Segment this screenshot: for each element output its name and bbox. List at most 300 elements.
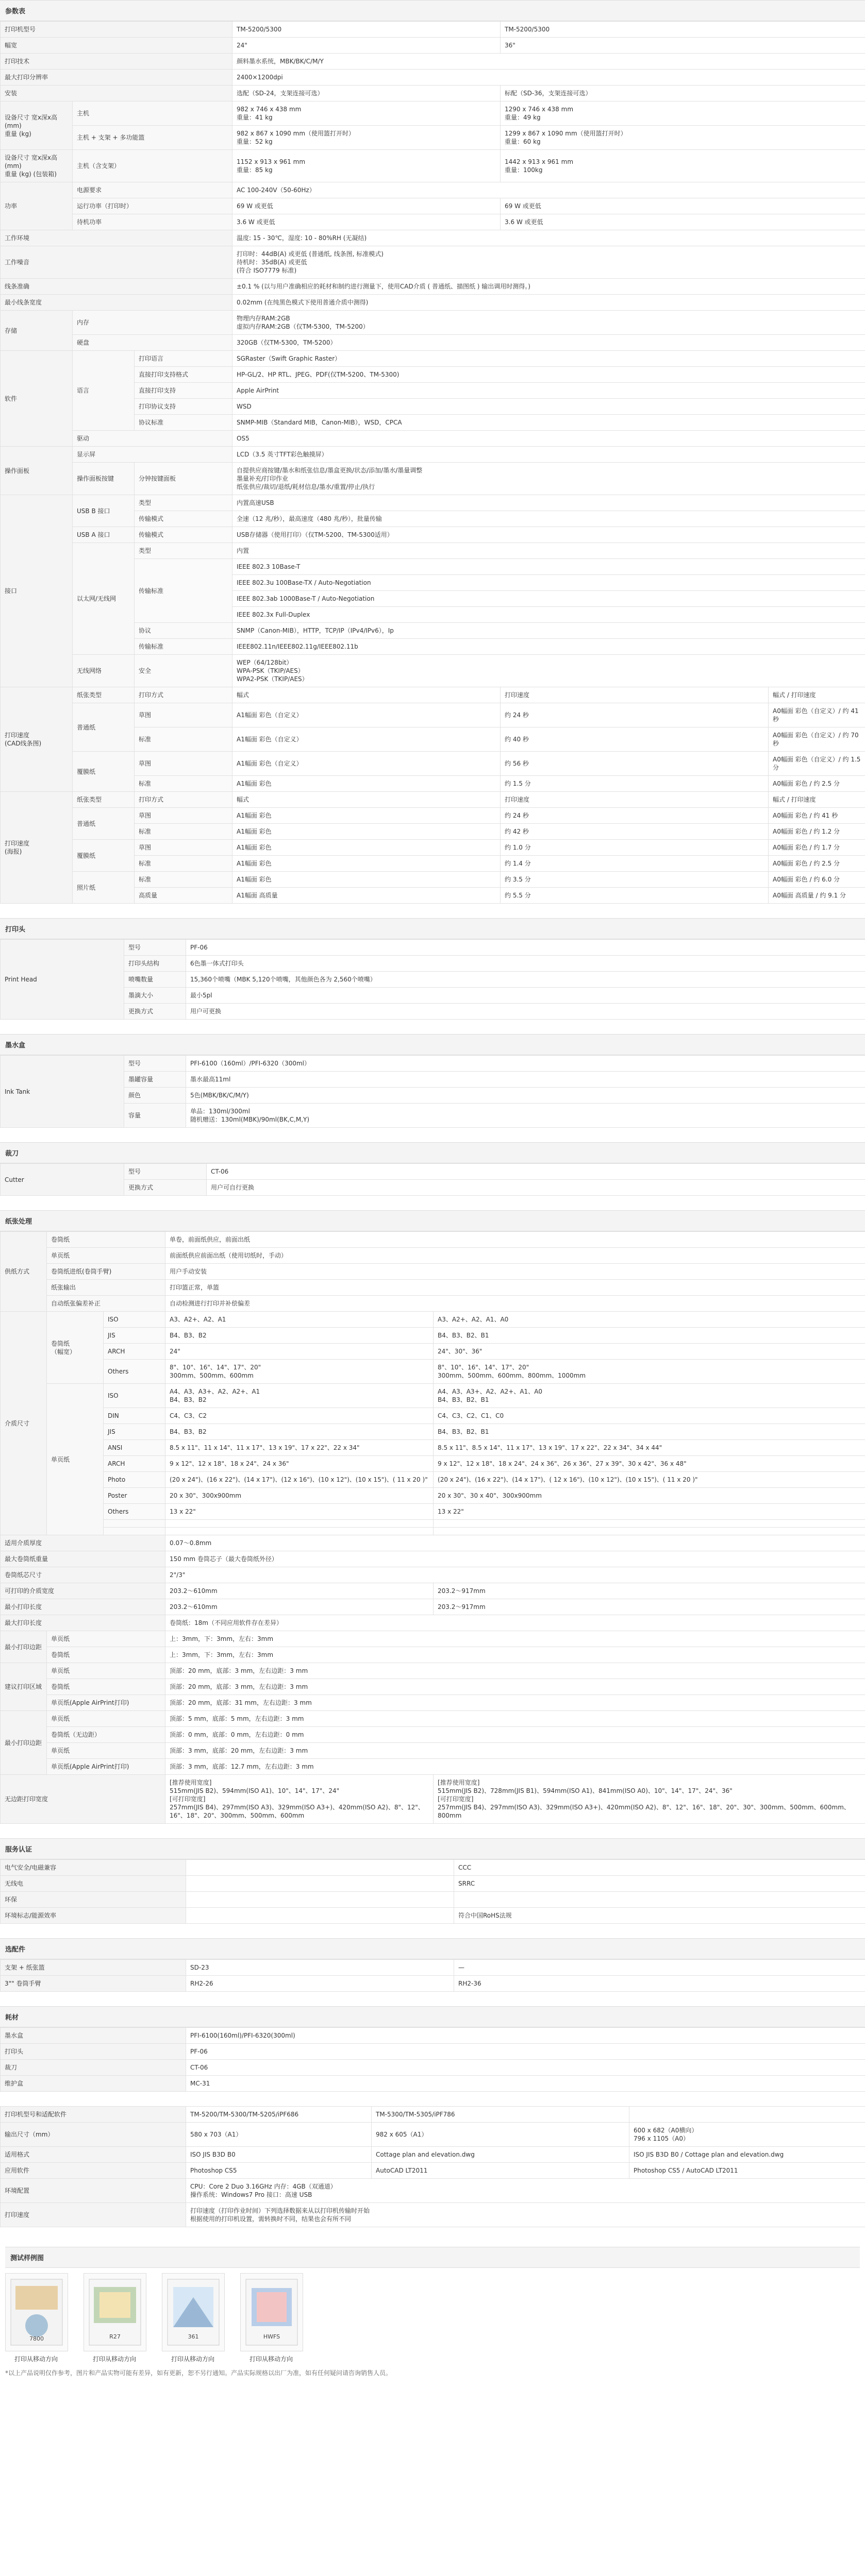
table-cell: 20 x 30"、30 x 40"、300x900mm	[434, 1488, 865, 1504]
table-cell: PFI-6100(160ml)/PFI-6320(300ml)	[186, 2028, 865, 2044]
table-header-cell: 卷筒纸	[47, 1647, 165, 1663]
table-cell: 约 24 秒	[501, 808, 769, 824]
table-header-cell: 卷筒纸（无边距）	[47, 1727, 165, 1743]
table-header-cell: 直接打印支持	[135, 383, 232, 399]
table-cell: Photoshop CS5	[186, 2163, 372, 2179]
table-header-cell: Others	[104, 1504, 165, 1520]
table-cell: [推荐使用宽度] 515mm(JIS B2)、594mm(ISO A1)、10"、14"、17"、24" [可打印宽度] 257mm(JIS B4)、297mm(ISO A3)、329mm(ISO A3+)、420mm(ISO A2)、8"、12"、16"、18"、20"、300mm、500mm、600mm	[165, 1775, 434, 1824]
table-header-cell: 普通纸	[73, 808, 135, 840]
table-row	[1, 1892, 865, 1908]
table-cell: 用户手动安装	[165, 1264, 865, 1280]
table-header-cell: 3"" 卷筒手臂	[1, 1976, 186, 1992]
table-header-cell: 输出尺寸（mm）	[1, 2123, 186, 2147]
table-header-cell: 打印速度	[1, 2203, 186, 2227]
table-header-cell: 纸张类型	[73, 687, 135, 703]
table-row	[1, 1551, 865, 1567]
table-cell: 9 x 12"、12 x 18"、18 x 24"、24 x 36"、26 x 36"、27 x 39"、30 x 42"、36 x 48"	[434, 1456, 865, 1472]
table-cell: 墨水最高11ml	[186, 1072, 865, 1088]
table-row	[1, 214, 865, 230]
table-cell: 1299 x 867 x 1090 mm（使用篮打开时） 重量：60 kg	[501, 126, 865, 150]
table-cell: 13 x 22"	[434, 1504, 865, 1520]
table-cell: 用户可自行更换	[207, 1180, 865, 1196]
table-cell: 580 x 703（A1）	[186, 2123, 372, 2147]
table-cell: B4、B3、B2	[165, 1424, 434, 1440]
table-cell: A4、A3、A3+、A2、A2+、A1、A0 B4、B3、B2、B1	[434, 1384, 865, 1408]
table-cell: 203.2～610mm	[165, 1599, 434, 1615]
table-header-cell: 传输模式	[135, 527, 232, 543]
table-header-cell: 工作环境	[1, 230, 232, 246]
table-cell: 20 x 30"、300x900mm	[165, 1488, 434, 1504]
table-cell: IEEE 802.3ab 1000Base-T / Auto-Negotiation	[232, 591, 865, 607]
table-row	[1, 1743, 865, 1759]
table-cell: 8.5 x 11"、11 x 14"、11 x 17"、13 x 19"、17 x 22"、22 x 34"	[165, 1440, 434, 1456]
table-header-cell: 打印协议支持	[135, 399, 232, 415]
table-cell: TM-5200/5300	[232, 22, 501, 38]
table-row	[1, 792, 865, 808]
table-header-cell: 单页纸	[47, 1663, 165, 1679]
table-header-cell: 最大打印分辨率	[1, 70, 232, 86]
table-header-cell: 单页纸	[47, 1631, 165, 1647]
table-cell: WEP（64/128bit） WPA-PSK（TKIP/AES） WPA2-PSK（TKIP/AES）	[232, 655, 865, 687]
table-header-cell: 打印头	[1, 2044, 186, 2060]
table-cell: OS5	[232, 431, 865, 447]
table-header-cell: 支架 + 纸张篮	[1, 1960, 186, 1976]
section-spacer	[0, 2227, 865, 2242]
table-row	[1, 1312, 865, 1328]
table-cell: IEEE802.11n/IEEE802.11g/IEEE802.11b	[232, 639, 865, 655]
sample-figure-4	[240, 2273, 302, 2363]
table-cell: MC-31	[186, 2076, 865, 2092]
table-cell: AC 100-240V（50-60Hz）	[232, 182, 865, 198]
table-cell: 203.2～917mm	[434, 1583, 865, 1599]
table-cell: B4、B3、B2	[165, 1328, 434, 1344]
table-row	[1, 655, 865, 687]
table-cell	[186, 1876, 454, 1892]
table-row	[1, 752, 865, 776]
table-header-cell: 普通纸	[73, 703, 135, 752]
table-cell: PF-06	[186, 940, 865, 956]
spec-table	[0, 2106, 865, 2227]
table-row	[1, 1004, 865, 1020]
table-header-cell: 显示屏	[73, 447, 232, 463]
table-row	[1, 1860, 865, 1876]
table-cell: A0幅面 彩色 / 约 2.5 分	[769, 856, 865, 872]
table-header-cell: 适用格式	[1, 2147, 186, 2163]
sample-figure-2	[84, 2273, 145, 2363]
table-cell: 2400×1200dpi	[232, 70, 865, 86]
table-cell	[434, 1520, 865, 1528]
table-header-cell: 颜色	[124, 1088, 186, 1104]
table-cell: 顶部：5 mm，底部：5 mm，左右边距：3 mm	[165, 1711, 865, 1727]
table-cell: LCD（3.5 英寸TFT彩色触摸屏）	[232, 447, 865, 463]
table-header-cell: 类型	[135, 543, 232, 559]
table-cell: A0幅面 彩色（自定义）/ 约 41 秒	[769, 703, 865, 727]
table-row	[1, 872, 865, 888]
table-header-cell: 打印速度 (CAD线条图)	[1, 687, 73, 792]
table-row	[1, 311, 865, 335]
table-header-cell: 安装	[1, 86, 232, 101]
table-cell: CT-06	[207, 1164, 865, 1180]
table-cell: 顶部：20 mm，底部：3 mm，左右边距：3 mm	[165, 1679, 865, 1695]
table-header-cell: 主机	[73, 101, 232, 126]
table-cell: A0幅面 彩色 / 约 1.2 分	[769, 824, 865, 840]
table-header-cell: Poster	[104, 1488, 165, 1504]
table-row	[1, 351, 865, 367]
table-cell: USB存储器（使用打印）（仅TM-5200、TM-5300适用）	[232, 527, 865, 543]
table-row	[1, 38, 865, 54]
table-header-cell: JIS	[104, 1424, 165, 1440]
table-header-cell: 打印方式	[135, 792, 232, 808]
table-cell: 24"、30"、36"	[434, 1344, 865, 1360]
table-header-cell: 单页纸	[47, 1248, 165, 1264]
table-header-cell: 幅宽	[1, 38, 232, 54]
spec-section	[0, 1034, 865, 1142]
table-cell: HP-GL/2、HP RTL、JPEG、PDF(仅TM-5200、TM-5300)	[232, 367, 865, 383]
table-row	[1, 988, 865, 1004]
table-cell: 标配（SD-36，支架连接可选）	[501, 86, 865, 101]
table-row	[1, 495, 865, 511]
table-header-cell: ARCH	[104, 1344, 165, 1360]
table-header-cell: 卷筒纸	[47, 1679, 165, 1695]
table-header-cell: 覆膜纸	[73, 752, 135, 792]
table-cell: CT-06	[186, 2060, 865, 2076]
table-header-cell: 安全	[135, 655, 232, 687]
table-cell: TM-5300/TM-5305/iPF786	[372, 2107, 629, 2123]
table-row	[1, 956, 865, 972]
table-cell: 6色墨一体式打印头	[186, 956, 865, 972]
table-cell: 1152 x 913 x 961 mm 重量：85 kg	[232, 150, 501, 182]
table-cell: A1幅面 彩色（自定义）	[232, 703, 501, 727]
table-cell: SRRC	[454, 1876, 865, 1892]
table-header-cell: 卷筒纸 （幅宽）	[47, 1312, 104, 1384]
table-header-cell: 卷筒纸进纸(卷筒手臂)	[47, 1264, 165, 1280]
table-row	[1, 182, 865, 198]
table-header-cell: 协议	[135, 623, 232, 639]
table-row	[1, 1711, 865, 1727]
table-cell: 打印速度（打印作业时间）下列选择数据来从以打印机传输时开始 根据使用的打印机设置，需转换时不同，结果也会有所不同	[186, 2203, 865, 2227]
table-row	[1, 1908, 865, 1924]
table-header-cell: 草图	[135, 703, 232, 727]
sample-image	[5, 2273, 68, 2351]
table-header-cell: USB A 接口	[73, 527, 135, 543]
spec-section	[0, 1142, 865, 1210]
table-cell: ISO JIS B3D B0 / Cottage plan and elevation.dwg	[629, 2147, 865, 2163]
table-cell: C4、C3、C2	[165, 1408, 434, 1424]
table-header-cell: 纸张类型	[73, 792, 135, 808]
table-header-cell: 标准	[135, 727, 232, 752]
spec-section	[0, 2006, 865, 2106]
table-cell: B4、B3、B2、B1	[434, 1424, 865, 1440]
table-cell: SNMP（Canon-MIB），HTTP，TCP/IP（IPv4/IPv6），Ip	[232, 623, 865, 639]
table-cell: 69 W 或更低	[232, 198, 501, 214]
table-row	[1, 808, 865, 824]
table-cell: A1幅面 彩色	[232, 856, 501, 872]
table-header-cell: 最小线条宽度	[1, 295, 232, 311]
table-cell: AutoCAD LT2011	[372, 2163, 629, 2179]
section-spacer	[0, 904, 865, 918]
table-cell: SD-23	[186, 1960, 454, 1976]
table-header-cell: 内存	[73, 311, 232, 335]
section-title: 纸张处理	[0, 1210, 865, 1231]
table-cell: 顶部：20 mm，底部：31 mm，左右边距：3 mm	[165, 1695, 865, 1711]
table-row	[1, 447, 865, 463]
table-cell: 温度: 15 - 30℃，湿度: 10 - 80%RH (无凝结)	[232, 230, 865, 246]
table-header-cell: 电气安全/电磁兼容	[1, 1860, 186, 1876]
table-cell: 1442 x 913 x 961 mm 重量：100kg	[501, 150, 865, 182]
table-cell: 上：3mm，下：3mm，左右：3mm	[165, 1631, 865, 1647]
spec-section	[0, 918, 865, 1034]
table-header-cell: 打印机型号	[1, 22, 232, 38]
table-cell: 内置	[232, 543, 865, 559]
table-cell: 9 x 12"、12 x 18"、18 x 24"、24 x 36"	[165, 1456, 434, 1472]
table-row	[1, 1440, 865, 1456]
spec-section	[0, 1210, 865, 1838]
table-cell: IEEE 802.3 10Base-T	[232, 559, 865, 575]
table-header-cell: 喷嘴数量	[124, 972, 186, 988]
table-header-cell: 草图	[135, 808, 232, 824]
table-header-cell: ARCH	[104, 1456, 165, 1472]
table-cell: 约 1.0 分	[501, 840, 769, 856]
table-row	[1, 86, 865, 101]
table-cell: 982 x 867 x 1090 mm（使用篮打开时） 重量：52 kg	[232, 126, 501, 150]
table-row	[1, 1631, 865, 1647]
table-header-cell: 单页纸(Apple AirPrint打印)	[47, 1695, 165, 1711]
spec-table	[0, 1859, 865, 1924]
table-cell: RH2-36	[454, 1976, 865, 1992]
table-row	[1, 230, 865, 246]
table-cell: 打印时：44dB(A) 或更低 (普通纸, 线条图, 标准模式) 待机时：35dB(A) 或更低 (符合 ISO7779 标准)	[232, 246, 865, 279]
table-header-cell: Photo	[104, 1472, 165, 1488]
table-header-cell: 存储	[1, 311, 73, 351]
table-cell: 约 40 秒	[501, 727, 769, 752]
table-header-cell: 标准	[135, 776, 232, 792]
table-header-cell: 纸张输出	[47, 1280, 165, 1296]
table-header-cell: 硬盘	[73, 335, 232, 351]
table-header-cell: 运行功率（打印时）	[73, 198, 232, 214]
table-cell: 0.02mm (在纯黑色模式下使用普通介质中测得)	[232, 295, 865, 311]
spec-section	[0, 2106, 865, 2242]
spec-section	[0, 1938, 865, 2006]
table-cell: 5色(MBK/BK/C/M/Y)	[186, 1088, 865, 1104]
table-row	[1, 527, 865, 543]
table-header-cell: 分钟按键面板	[135, 463, 232, 495]
table-cell: A0幅面 彩色（自定义）/ 约 1.5 分	[769, 752, 865, 776]
table-row	[1, 1488, 865, 1504]
spec-table	[0, 1055, 865, 1128]
table-row	[1, 1088, 865, 1104]
table-cell: 单品：130ml/300ml 随机赠送：130ml(MBK)/90ml(BK,C,M,Y)	[186, 1104, 865, 1128]
table-row	[1, 1679, 865, 1695]
table-cell: 15,360个喷嘴（MBK 5,120个喷嘴，其他颜色各为 2,560个喷嘴）	[186, 972, 865, 988]
section-spacer	[0, 1824, 865, 1838]
table-header-cell: 环境配置	[1, 2179, 186, 2203]
table-header-cell: 线条准确	[1, 279, 232, 295]
table-header-cell: ANSI	[104, 1440, 165, 1456]
table-header-cell: 打印技术	[1, 54, 232, 70]
table-row	[1, 101, 865, 126]
table-cell: 0.07～0.8mm	[165, 1535, 865, 1551]
table-row	[1, 1583, 865, 1599]
table-header-cell: 墨罐容量	[124, 1072, 186, 1088]
table-header-cell: 软件	[1, 351, 73, 447]
table-cell: A0幅面 彩色 / 约 6.0 分	[769, 872, 865, 888]
table-row	[1, 1280, 865, 1296]
table-header-cell: 主机 + 支架 + 多功能篮	[73, 126, 232, 150]
table-cell	[186, 1908, 454, 1924]
table-row	[1, 1056, 865, 1072]
table-cell: 150 mm 卷筒芯子（最大卷筒纸外径）	[165, 1551, 865, 1567]
table-header-cell: 适用介质厚度	[1, 1535, 165, 1551]
table-row	[1, 1296, 865, 1312]
table-cell: A1幅面 彩色	[232, 808, 501, 824]
sample-image-label: 361	[188, 2333, 199, 2340]
sample-caption: 打印从移动方向	[92, 2355, 136, 2363]
table-row	[1, 150, 865, 182]
table-row	[1, 2179, 865, 2203]
table-cell: ISO JIS B3D B0	[186, 2147, 372, 2163]
table-row	[1, 295, 865, 311]
table-cell	[186, 1892, 454, 1908]
table-header-cell: 打印语言	[135, 351, 232, 367]
table-header-cell: 单页纸(Apple AirPrint打印)	[47, 1759, 165, 1775]
table-header-cell: 墨滴大小	[124, 988, 186, 1004]
table-header-cell: 接口	[1, 495, 73, 687]
table-row	[1, 1232, 865, 1248]
table-cell: 顶部：3 mm，底部：20 mm，左右边距：3 mm	[165, 1743, 865, 1759]
table-header-cell: 更换方式	[124, 1180, 207, 1196]
table-row	[1, 1328, 865, 1344]
table-header-cell: 覆膜纸	[73, 840, 135, 872]
table-cell: A1幅面 彩色	[232, 824, 501, 840]
table-row	[1, 2060, 865, 2076]
table-header-cell: JIS	[104, 1328, 165, 1344]
table-cell: WSD	[232, 399, 865, 415]
section-spacer	[0, 2092, 865, 2106]
table-cell: —	[454, 1960, 865, 1976]
table-cell: CPU：Core 2 Duo 3.16GHz 内存：4GB（双通道） 操作系统：Windows7 Pro 接口：高速 USB	[186, 2179, 865, 2203]
table-cell: 36"	[501, 38, 865, 54]
table-cell: 幅式	[232, 792, 501, 808]
table-cell: 约 5.5 分	[501, 888, 769, 904]
table-row	[1, 1072, 865, 1088]
sample-caption: 打印从移动方向	[249, 2355, 293, 2363]
table-cell: 物理内存RAM:2GB 虚拟内存RAM:2GB（仅TM-5300，TM-5200）	[232, 311, 865, 335]
section-title: 墨水盒	[0, 1034, 865, 1055]
sample-image	[162, 2273, 225, 2351]
spec-section	[0, 0, 865, 918]
table-header-cell: 最小打印边距	[1, 1631, 47, 1663]
sample-image	[84, 2273, 146, 2351]
table-cell: RH2-26	[186, 1976, 454, 1992]
table-header-cell: 设备尺寸 宽x深x高 (mm) 重量 (kg)	[1, 101, 73, 150]
table-cell: 幅式	[232, 687, 501, 703]
table-header-cell: 传输模式	[135, 511, 232, 527]
table-header-cell: 工作噪音	[1, 246, 232, 279]
table-row	[1, 1424, 865, 1440]
table-cell: 3.6 W 或更低	[232, 214, 501, 230]
table-cell: 24"	[165, 1344, 434, 1360]
table-cell: 幅式 / 打印速度	[769, 687, 865, 703]
table-row	[1, 1164, 865, 1180]
table-row	[1, 1248, 865, 1264]
table-header-cell: 直接打印支持格式	[135, 367, 232, 383]
table-cell: PFI-6100（160ml）/PFI-6320（300ml）	[186, 1056, 865, 1072]
section-spacer	[0, 1020, 865, 1034]
table-cell: A0幅面 彩色 / 约 1.7 分	[769, 840, 865, 856]
table-cell: Apple AirPrint	[232, 383, 865, 399]
table-row	[1, 2076, 865, 2092]
table-row	[1, 1360, 865, 1384]
table-cell	[165, 1520, 434, 1528]
table-header-cell: 驱动	[73, 431, 232, 447]
table-cell: A0幅面 彩色 / 约 41 秒	[769, 808, 865, 824]
table-row	[1, 1456, 865, 1472]
table-header-cell: 自动纸张偏差补正	[47, 1296, 165, 1312]
table-row	[1, 246, 865, 279]
table-cell	[165, 1528, 434, 1535]
table-header-cell: ISO	[104, 1384, 165, 1408]
table-cell: SNMP-MIB（Standard MIB，Canon-MIB），WSD，CPCA	[232, 415, 865, 431]
samples-section	[0, 2242, 865, 2363]
table-cell: ±0.1 % (以与用户准确相应的耗材和制约进行测量下，使用CAD介质 ( 普通纸、描图纸 ) 输出调用时测得。)	[232, 279, 865, 295]
table-header-cell: 标准	[135, 856, 232, 872]
table-header-cell: 裁刀	[1, 2060, 186, 2076]
table-row	[1, 1344, 865, 1360]
spec-table	[0, 1163, 865, 1196]
table-header-cell: 最大卷筒纸重量	[1, 1551, 165, 1567]
table-row	[1, 2028, 865, 2044]
table-row	[1, 1759, 865, 1775]
table-header-cell: 以太网/无线网	[73, 543, 135, 655]
table-header-cell: 单页纸	[47, 1711, 165, 1727]
table-header-cell: 语言	[73, 351, 135, 431]
section-spacer	[0, 1196, 865, 1210]
table-cell: 982 x 746 x 438 mm 重量：41 kg	[232, 101, 501, 126]
table-header-cell: 待机功率	[73, 214, 232, 230]
table-row	[1, 1599, 865, 1615]
table-cell: [推荐使用宽度] 515mm(JIS B2)、728mm(JIS B1)、594mm(ISO A1)、841mm(ISO A0)、10"、14"、17"、24"、36" [可打印宽度] 257mm(JIS B4)、297mm(ISO A3)、329mm(ISO A3+)、420mm(ISO A2)、8"、12"、16"、18"、20"、30"、300mm、500mm、600mm、800mm	[434, 1775, 865, 1824]
table-header-cell: 高质量	[135, 888, 232, 904]
table-row	[1, 1695, 865, 1711]
footer-note: *以上产品说明仅作参考，图片和产品实物可能有差异，如有更新，恕不另行通知。产品实际规格以出厂为准，如有任何疑问请咨询销售人员。	[5, 2369, 392, 2377]
table-header-cell: 设备尺寸 宽x深x高 (mm) 重量 (kg) (包装箱)	[1, 150, 73, 182]
table-cell: 卷筒纸：18m（不同应用软件存在差异）	[165, 1615, 865, 1631]
table-cell: 打印速度	[501, 792, 769, 808]
table-cell: 前面纸供应前面出纸（使用切纸时，手动）	[165, 1248, 865, 1264]
table-header-cell: 卷筒纸芯尺寸	[1, 1567, 165, 1583]
table-header-cell: 操作面板按键	[73, 463, 135, 495]
section-title: 参数表	[0, 0, 865, 21]
table-header-cell: USB B 接口	[73, 495, 135, 527]
table-header-cell: 最小打印长度	[1, 1599, 165, 1615]
table-cell: 单卷，前面纸供应，前面出纸	[165, 1232, 865, 1248]
table-header-cell: 最小打印边距	[1, 1711, 47, 1775]
table-cell: 约 42 秒	[501, 824, 769, 840]
table-header-cell: 打印方式	[135, 687, 232, 703]
table-cell: A0幅面 高质量 / 约 9.1 分	[769, 888, 865, 904]
table-row	[1, 1876, 865, 1892]
table-header-cell: 应用软件	[1, 2163, 186, 2179]
section-title: 打印头	[0, 918, 865, 939]
table-cell: A3、A2+、A2、A1、A0	[434, 1312, 865, 1328]
table-header-cell: 卷筒纸	[47, 1232, 165, 1248]
table-header-cell: 操作面板	[1, 447, 73, 495]
table-cell: B4、B3、B2、B1	[434, 1328, 865, 1344]
table-row	[1, 972, 865, 988]
table-row	[1, 687, 865, 703]
table-cell: A1幅面 彩色	[232, 776, 501, 792]
table-cell: 打印速度	[501, 687, 769, 703]
